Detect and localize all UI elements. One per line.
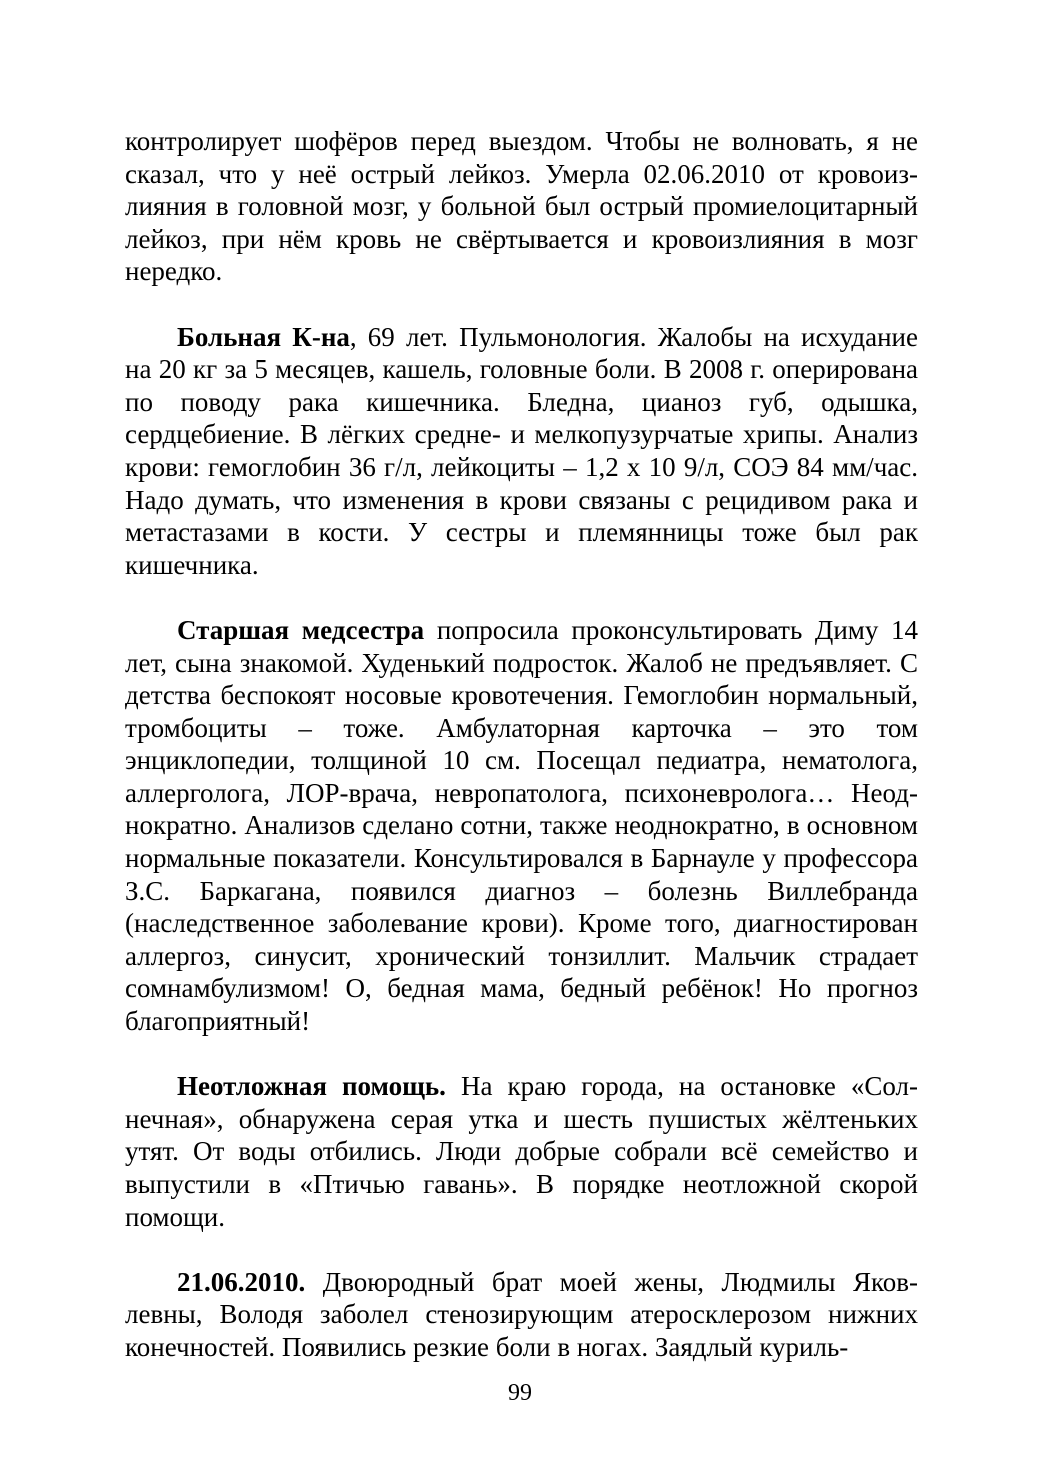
page-number: 99: [508, 1380, 532, 1406]
paragraph-2-lead: Больная К-на: [177, 321, 350, 352]
paragraph-4-text: На краю города, на остановке «Солнечная», обнаружена серая утка и шесть пушистых жёлтеньких утят. От воды отбились. Люди добрые собрали всё семейство и выпустили в «Птичью гавань». В порядке неотложной скорой помощи.: [125, 1071, 918, 1232]
paragraph-3-lead: Старшая медсестра: [177, 614, 425, 645]
paragraph-3: [125, 614, 918, 1038]
paragraph-5-lead: 21.06.2010.: [177, 1266, 306, 1297]
paragraph-1-text: контролирует шофёров перед выездом. Чтобы не волновать, я не сказал, что у неё острый лейкоз. Умерла 02.06.2010 от кровоизлияния в головной мозг, у больной был острый промиелоцитарный лейкоз, при нём кровь не свёртывается и кровоизлияния в мозг нередко.: [125, 126, 918, 287]
paragraph-3-text: попросила проконсультировать Диму 14 лет, сына знакомой. Худенький подросток. Жалоб не предъявляет. С детства беспокоят носовые кровотечения. Гемоглобин нормальный, тромбоциты – тоже. Амбулаторная карточка – это том энциклопедии, толщиной 10 см. Посещал педиатра, нематолога, аллерголога, ЛОР-врача, невропатолога, психоневролога… Неоднократно. Анализов сделано сотни, также неоднократно, в основном нормальные показатели. Консультировался в Барнауле у профессора З.С. Баркагана, появился диагноз – болезнь Виллебранда (наследственное заболевание крови). Кроме того, диагностирован аллергоз, синусит, хронический тонзиллит. Мальчик страдает сомнамбулизмом! О, бедная мама, бедный ребёнок! Но прогноз благоприятный!: [125, 614, 918, 1037]
paragraph-2: [125, 321, 918, 582]
paragraph-1: [125, 125, 918, 288]
paragraph-4: [125, 1070, 918, 1233]
paragraph-4-lead: Неотложная помощь.: [177, 1071, 446, 1102]
page-text: [125, 125, 918, 1396]
paragraph-5-text: Двоюродный брат моей жены, Людмилы Яковлевны, Володя заболел стенозирующим атеросклерозом нижних конечностей. Появились резкие боли в ногах. Заядлый куриль-: [125, 1266, 918, 1362]
paragraph-2-text: , 69 лет. Пульмонология. Жалобы на исхудание на 20 кг за 5 месяцев, кашель, головные боли. В 2008 г. оперирована по поводу рака кишечника. Бледна, цианоз губ, одышка, сердцебиение. В лёгких средне- и мелкопузурчатые хрипы. Анализ крови: гемоглобин 36 г/л, лейкоциты – 1,2 х 10 9/л, СОЭ 84 мм/час. Надо думать, что изменения в крови связаны с рецидивом рака и метастазами в кости. У сестры и племянницы тоже был рак кишечника.: [125, 321, 918, 580]
paragraph-5: [125, 1266, 918, 1364]
